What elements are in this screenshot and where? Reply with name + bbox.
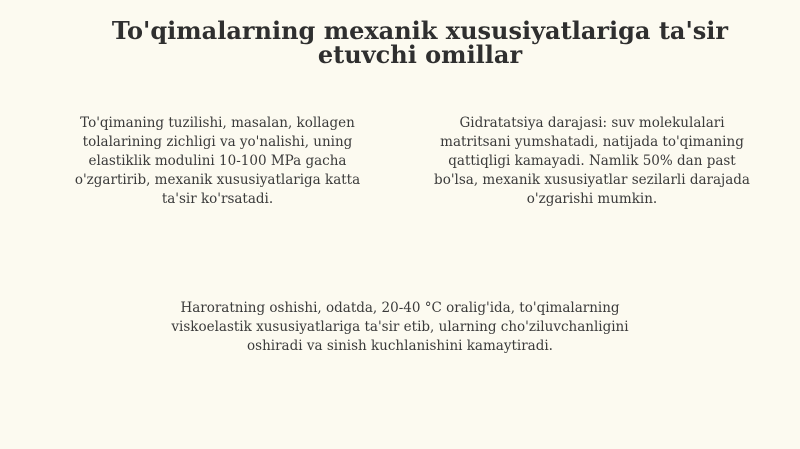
text-block-structure: To'qimaning tuzilishi, masalan, kollagen tolalarining zichligi va yo'nalishi, uning elastiklik modulini 10-100 MPa gacha o'zgartirib, mexanik xususiyatlariga katta ta'sir ko'rsatadi. <box>74 115 361 207</box>
slide-title: To'qimalarning mexanik xususiyatlariga ta'sir etuvchi omillar <box>111 16 729 69</box>
text-block-hydration: Gidratatsiya darajasi: suv molekulalari matritsani yumshatadi, natijada to'qimaning qattiqligi kamayadi. Namlik 50% dan past bo'lsa, mexanik xususiyatlar sezilarli darajada o'zgarishi mumkin. <box>434 115 750 207</box>
text-block-temperature: Haroratning oshishi, odatda, 20-40 °C oralig'ida, to'qimalarning viskoelastik xususiyatlariga ta'sir etib, ularning cho'ziluvchanligini oshiradi va sinish kuchlanishini kamaytiradi. <box>171 300 629 354</box>
